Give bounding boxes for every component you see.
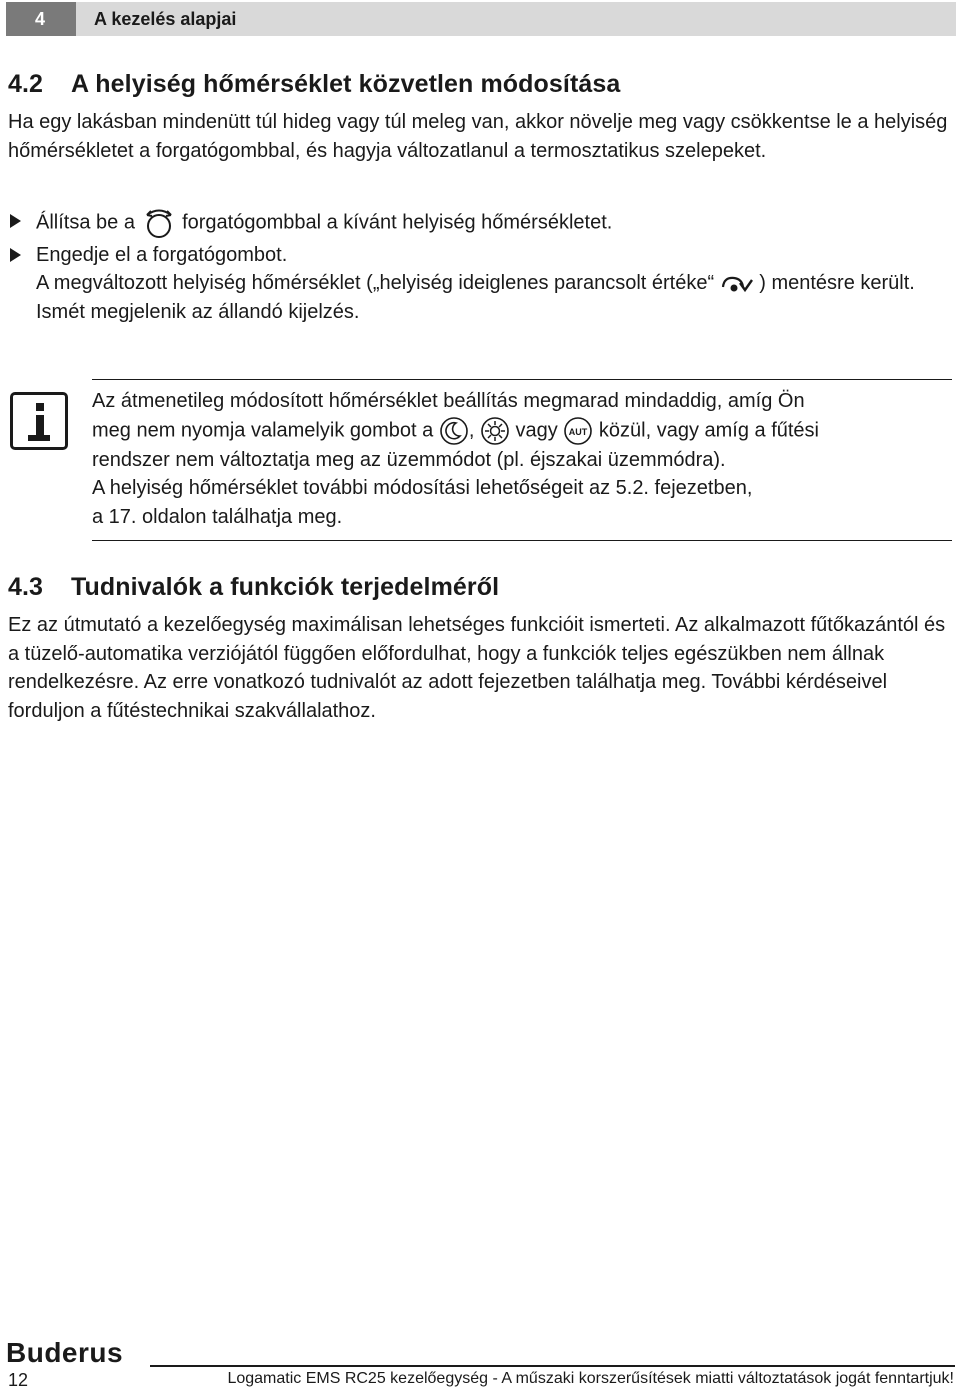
divider — [92, 540, 952, 541]
intro-paragraph: Ha egy lakásban mindenütt túl hideg vagy túl meleg van, akkor növelje meg vagy csökkentse le a helyiség hőmérsékletet a forgatógombbal, és hagyja változatlanul a termosztatikus szelepeket. — [8, 111, 948, 162]
note-line-3: rendszer nem változtatja meg az üzemmódot (pl. éjszakai üzemmódra). — [92, 448, 726, 471]
note-line-2: meg nem nyomja valamelyik gombot a , vagy AUT közül, vagy amíg a fűtési — [92, 416, 952, 446]
note-line-4: A helyiség hőmérséklet további módosítási lehetőségeit az 5.2. fejezetben, — [92, 477, 753, 499]
section-number: 4.3 — [8, 573, 44, 601]
svg-text:AUT: AUT — [569, 426, 588, 437]
auto-icon — [563, 416, 593, 446]
bullet-arrow-icon — [10, 214, 21, 228]
footer-text: Logamatic EMS RC25 kezelőegység - A műszaki korszerűsítések miatti változtatások jogát fenntartjuk! — [227, 1370, 954, 1387]
info-note — [92, 387, 952, 531]
step-2: Engedje el a forgatógombot. — [8, 241, 952, 270]
section-heading-4-2 — [8, 70, 620, 99]
section-heading-4-3 — [8, 573, 499, 602]
section-number: 4.2 — [8, 70, 44, 98]
step-1: Állítsa be a forgatógombbal a kívánt helyiség hőmérsékletet. — [8, 207, 952, 239]
buderus-logo: Buderus — [6, 1337, 124, 1368]
chapter-title: A kezelés alapjai — [76, 2, 956, 36]
note-line-1: Az átmenetileg módosított hőmérséklet beállítás megmarad mindaddig, amíg Ön — [92, 390, 805, 412]
chapter-header — [6, 2, 956, 36]
chapter-number: 4 — [6, 2, 76, 36]
divider — [92, 379, 952, 380]
info-icon — [10, 392, 68, 450]
page-number: 12 — [8, 1370, 29, 1390]
hand-temperature-icon — [720, 273, 754, 295]
section-body: Ez az útmutató a kezelőegység maximálisan lehetséges funkcióit ismerteti. Az alkalmazott fűtőkazántól és a tüzelő-automatika verziójától függően előfordulhat, hogy a funkciók teljes egészükben nem állnak rendelkezésre. Az erre vonatkozó tudnivalót az adott fejezetben találhatja meg. További kérdéseivel forduljon a fűtéstechnikai szakvállalathoz. — [8, 614, 946, 722]
step-result: A megváltozott helyiség hőmérséklet („helyiség ideiglenes parancsolt értéke“ ) mentésre került. Ismét megjelenik az állandó kijelzés. — [36, 272, 915, 323]
sun-icon — [480, 416, 510, 446]
section-title: A helyiség hőmérséklet közvetlen módosítása — [71, 70, 621, 98]
moon-icon — [439, 416, 469, 446]
footer-divider — [150, 1365, 955, 1367]
note-line-5: a 17. oldalon találhatja meg. — [92, 505, 343, 528]
rotary-knob-icon — [141, 207, 177, 239]
section-title: Tudnivalók a funkciók terjedelméről — [71, 573, 500, 601]
bullet-arrow-icon — [10, 248, 21, 262]
